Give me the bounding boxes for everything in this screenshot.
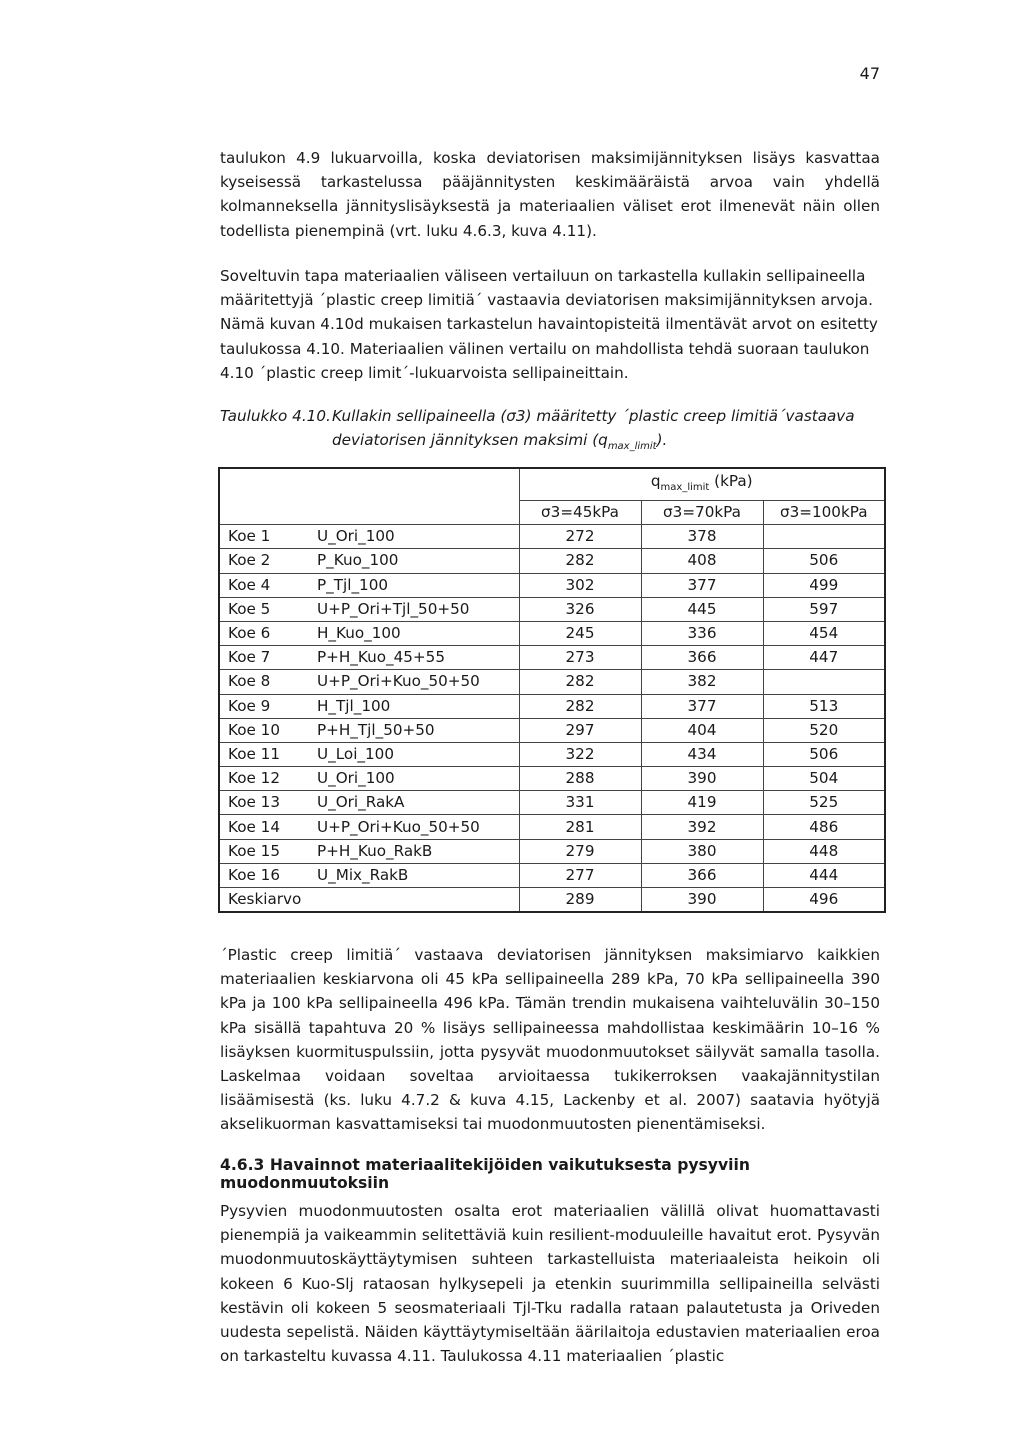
koe-cell: Koe 2: [219, 549, 315, 573]
material-cell: U_Mix_RakB: [315, 863, 519, 887]
koe-cell: Koe 11: [219, 742, 315, 766]
plastic-creep-table: [218, 467, 886, 913]
mean-100-cell: 496: [763, 888, 885, 913]
material-cell: P+H_Kuo_RakB: [315, 839, 519, 863]
koe-cell: Koe 1: [219, 525, 315, 549]
table-row: [219, 767, 885, 791]
value-70-cell: 377: [641, 694, 763, 718]
paragraph-comparison: Soveltuvin tapa materiaalien väliseen vertailuun on tarkastella kullakin sellipaineella määritettyjä ´plastic creep limitiä´ vastaavia deviatorisen maksimijännityksen arvoja. Nämä kuvan 4.10d mukaisen tarkastelun havaintopisteitä ilmentävät arvot on esitetty taulukossa 4.10. Materiaalien välinen vertailu on mahdollista tehdä suoraan taulukon 4.10 ´plastic creep limit´-lukuarvoista sellipaineittain.: [220, 267, 878, 382]
value-45-cell: 302: [519, 573, 641, 597]
material-cell: U_Ori_RakA: [315, 791, 519, 815]
value-100-cell: 454: [763, 621, 885, 645]
table-row: [219, 549, 885, 573]
koe-cell: Koe 10: [219, 718, 315, 742]
material-cell: P_Tjl_100: [315, 573, 519, 597]
value-100-cell: 447: [763, 646, 885, 670]
caption-label: Taulukko 4.10.: [220, 407, 331, 425]
value-100-cell: 506: [763, 742, 885, 766]
value-100-cell: 597: [763, 597, 885, 621]
table-row: [219, 621, 885, 645]
value-100-cell: 448: [763, 839, 885, 863]
value-70-cell: 445: [641, 597, 763, 621]
mean-label-cell: Keskiarvo: [219, 888, 519, 913]
koe-cell: Koe 13: [219, 791, 315, 815]
value-70-cell: 390: [641, 767, 763, 791]
koe-cell: Koe 5: [219, 597, 315, 621]
koe-cell: Koe 12: [219, 767, 315, 791]
paragraph-results: ´Plastic creep limitiä´ vastaava deviatorisen jännityksen maksimiarvo kaikkien materiaalien keskiarvona oli 45 kPa sellipaineella 289 kPa, 70 kPa sellipaineella 390 kPa ja 100 kPa sellipaineella 496 kPa. Tämän trendin mukaisena vaihteluvälin 30–150 kPa sisällä tapahtuva 20 % lisäys sellipaineessa mahdollistaa keskimäärin 10–16 % lisäyksen kuormituspulssiin, jotta pysyvät muodonmuutokset säilyvät samalla tasolla. Laskelmaa voidaan soveltaa arvioitaessa tukikerroksen vaakajännitystilan lisäämisestä (ks. luku 4.7.2 & kuva 4.15, Lackenby et al. 2007) saatavia hyötyjä akselikuorman kasvattamiseksi tai muodonmuutosten pienentämiseksi.: [220, 946, 880, 1134]
value-100-cell: 499: [763, 573, 885, 597]
value-45-cell: 288: [519, 767, 641, 791]
header-q-sub: max_limit: [660, 482, 710, 494]
value-45-cell: 279: [519, 839, 641, 863]
table-header-row: [219, 468, 885, 501]
value-45-cell: 272: [519, 525, 641, 549]
value-70-cell: 366: [641, 863, 763, 887]
value-70-cell: 378: [641, 525, 763, 549]
koe-cell: Koe 6: [219, 621, 315, 645]
koe-cell: Koe 8: [219, 670, 315, 694]
material-cell: H_Tjl_100: [315, 694, 519, 718]
table-row: [219, 573, 885, 597]
value-100-cell: 504: [763, 767, 885, 791]
caption-line2-pre: deviatorisen jännityksen maksimi (q: [332, 431, 608, 449]
koe-cell: Koe 15: [219, 839, 315, 863]
value-70-cell: 366: [641, 646, 763, 670]
value-45-cell: 322: [519, 742, 641, 766]
table-row: [219, 742, 885, 766]
value-45-cell: 331: [519, 791, 641, 815]
mean-45-cell: 289: [519, 888, 641, 913]
table-caption: [220, 404, 880, 459]
table-row: [219, 791, 885, 815]
value-45-cell: 282: [519, 670, 641, 694]
koe-cell: Koe 4: [219, 573, 315, 597]
value-100-cell: 444: [763, 863, 885, 887]
value-45-cell: 282: [519, 694, 641, 718]
value-100-cell: 486: [763, 815, 885, 839]
material-cell: H_Kuo_100: [315, 621, 519, 645]
table-row: [219, 718, 885, 742]
table-mean-row: [219, 888, 885, 913]
material-cell: P_Kuo_100: [315, 549, 519, 573]
value-45-cell: 277: [519, 863, 641, 887]
material-cell: U+P_Ori+Kuo_50+50: [315, 815, 519, 839]
value-45-cell: 273: [519, 646, 641, 670]
value-45-cell: 326: [519, 597, 641, 621]
section-heading: 4.6.3 Havainnot materiaalitekijöiden vaikutuksesta pysyviin muodonmuutoksiin: [220, 1156, 750, 1192]
koe-cell: Koe 7: [219, 646, 315, 670]
material-cell: U+P_Ori+Kuo_50+50: [315, 670, 519, 694]
table-row: [219, 646, 885, 670]
koe-cell: Koe 14: [219, 815, 315, 839]
header-blank-cell: [219, 468, 519, 525]
header-q: q: [650, 471, 661, 490]
value-45-cell: 245: [519, 621, 641, 645]
material-cell: P+H_Tjl_50+50: [315, 718, 519, 742]
caption-line2-sub: max_limit: [607, 441, 657, 453]
value-100-cell: 506: [763, 549, 885, 573]
paragraph-permanent-deformation: Pysyvien muodonmuutosten osalta erot materiaalien välillä olivat huomattavasti pienempiä ja vaikeammin selitettäviä kuin resilient-moduuleille havaitut erot. Pysyvän muodonmuutoskäyttäytymisen suhteen tarkastelluista materiaaleista heikoin oli kokeen 6 Kuo-Slj rataosan hylkysepeli ja etenkin suurimmilla sellipaineilla selvästi kestävin oli kokeen 5 seosmateriaali Tjl-Tku radalla rataan palautetusta ja Oriveden uudesta sepelistä. Näiden käyttäytymiseltään äärilaitoja edustavien materiaalien eroa on tarkasteltu kuvassa 4.11. Taulukossa 4.11 materiaalien ´plastic: [220, 1202, 880, 1366]
header-q-unit: (kPa): [709, 471, 753, 490]
value-70-cell: 419: [641, 791, 763, 815]
paragraph-intro: taulukon 4.9 lukuarvoilla, koska deviatorisen maksimijännityksen lisäys kasvattaa kyseisessä tarkastelussa pääjännitysten keskimääräistä arvoa vain yhdellä kolmanneksella jännityslisäyksestä ja materiaalien väliset erot ilmenevät näin ollen todellista pienempinä (vrt. luku 4.6.3, kuva 4.11).: [220, 149, 880, 240]
value-70-cell: 434: [641, 742, 763, 766]
caption-line1: Kullakin sellipaineella (σ3) määritetty ´plastic creep limitiä´vastaava: [332, 407, 855, 425]
caption-line2-post: ).: [656, 431, 668, 449]
table-row: [219, 863, 885, 887]
mean-70-cell: 390: [641, 888, 763, 913]
table-row: [219, 670, 885, 694]
value-100-cell: [763, 670, 885, 694]
value-45-cell: 297: [519, 718, 641, 742]
value-70-cell: 392: [641, 815, 763, 839]
koe-cell: Koe 9: [219, 694, 315, 718]
value-70-cell: 382: [641, 670, 763, 694]
value-45-cell: 281: [519, 815, 641, 839]
value-70-cell: 380: [641, 839, 763, 863]
value-45-cell: 282: [519, 549, 641, 573]
value-70-cell: 404: [641, 718, 763, 742]
value-70-cell: 336: [641, 621, 763, 645]
table-row: [219, 839, 885, 863]
material-cell: U+P_Ori+Tjl_50+50: [315, 597, 519, 621]
value-100-cell: 513: [763, 694, 885, 718]
value-100-cell: 525: [763, 791, 885, 815]
col-header-45: σ3=45kPa: [519, 501, 641, 525]
material-cell: U_Ori_100: [315, 767, 519, 791]
header-q-cell: [519, 468, 885, 501]
page-number: 47: [859, 64, 880, 83]
table-row: [219, 525, 885, 549]
col-header-100: σ3=100kPa: [763, 501, 885, 525]
col-header-70: σ3=70kPa: [641, 501, 763, 525]
table-row: [219, 597, 885, 621]
koe-cell: Koe 16: [219, 863, 315, 887]
table-row: [219, 815, 885, 839]
value-70-cell: 408: [641, 549, 763, 573]
material-cell: U_Loi_100: [315, 742, 519, 766]
value-100-cell: 520: [763, 718, 885, 742]
table-row: [219, 694, 885, 718]
value-100-cell: [763, 525, 885, 549]
material-cell: P+H_Kuo_45+55: [315, 646, 519, 670]
material-cell: U_Ori_100: [315, 525, 519, 549]
value-70-cell: 377: [641, 573, 763, 597]
